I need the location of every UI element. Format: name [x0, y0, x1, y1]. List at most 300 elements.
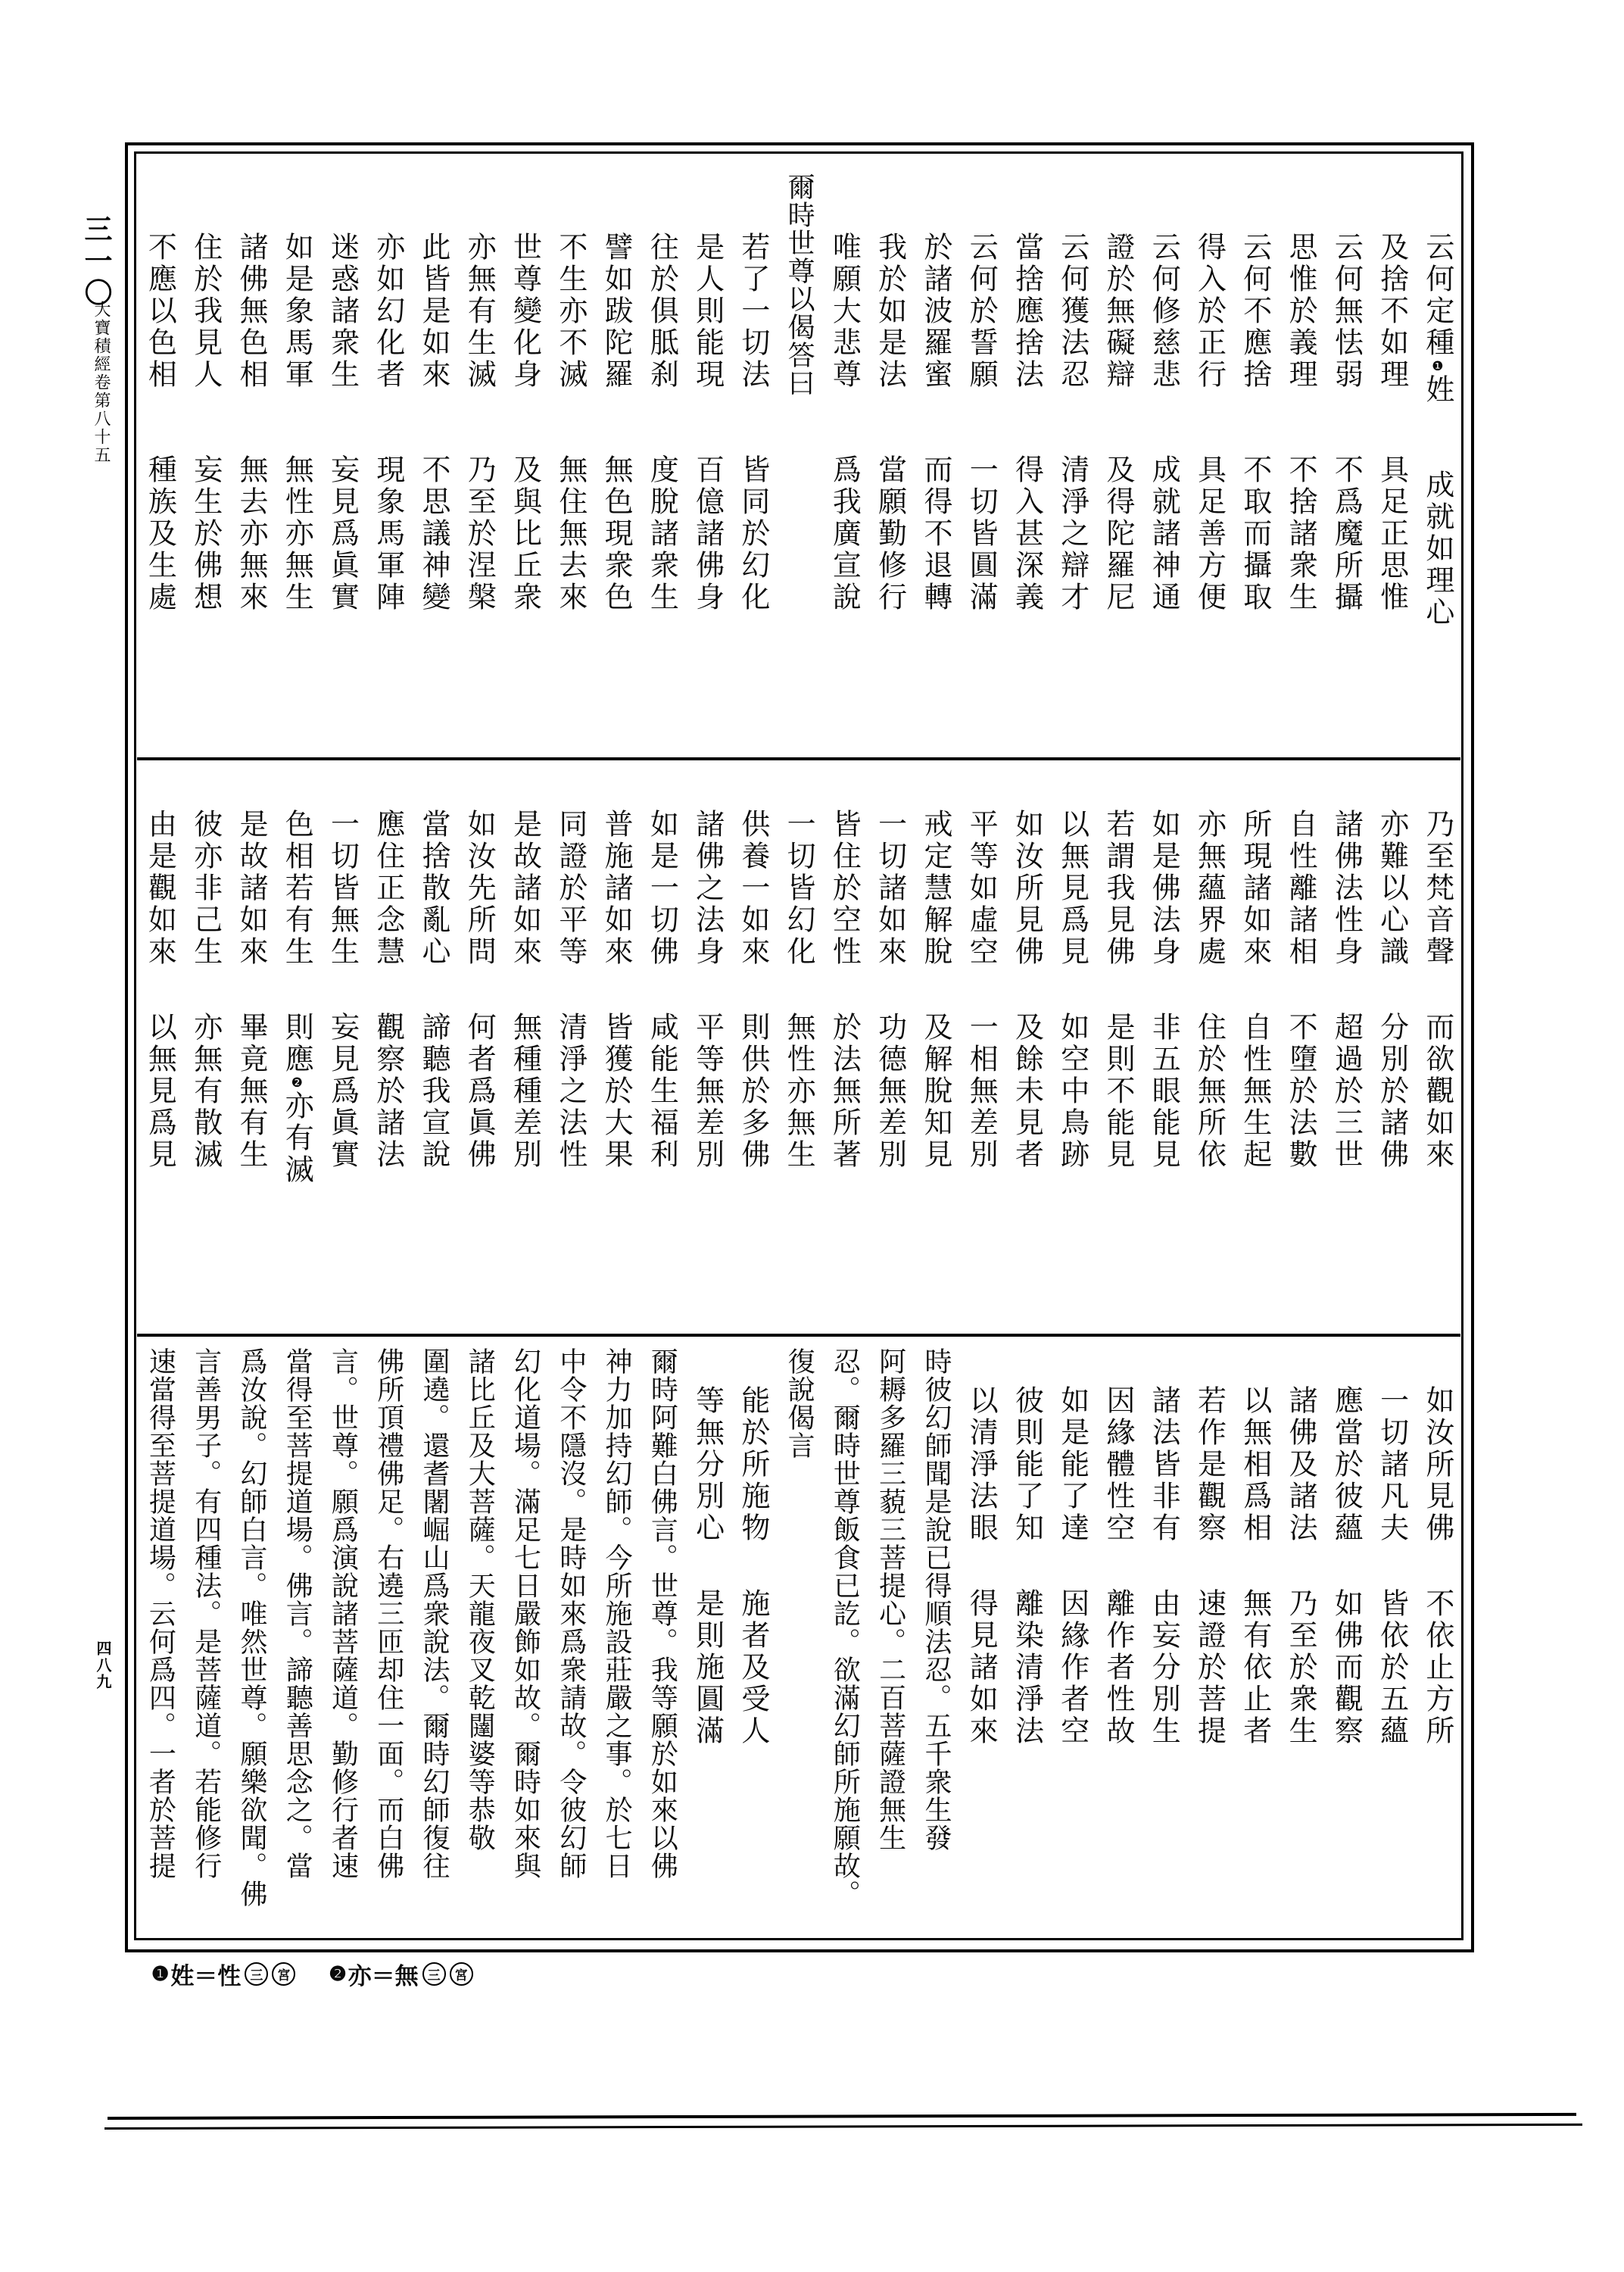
verse-column	[1420, 154, 1454, 629]
text-column	[868, 760, 913, 1334]
verse-pada: 唯願大悲尊	[828, 232, 862, 391]
verse-pada: 是故諸如來	[508, 809, 542, 968]
verse-pada: 皆同於幻化	[736, 454, 770, 613]
verse-column	[463, 760, 497, 1171]
verse-pada: 則應❷亦有滅	[280, 1012, 314, 1186]
verse-column	[143, 760, 177, 1171]
text-column	[1415, 760, 1460, 1334]
verse-pada: 以清淨法眼	[965, 1385, 999, 1544]
verse-pada: 皆獲於大果	[600, 1012, 634, 1171]
verse-pada: 如是能了達	[1055, 1385, 1089, 1544]
text-column	[776, 760, 821, 1334]
text-column	[411, 154, 457, 757]
prose-column: 阿耨多羅三藐三菩提心。二百菩薩證無生	[874, 1347, 906, 1852]
verse-pada: 同證於平等	[553, 809, 588, 968]
verse-pada: 咸能生福利	[645, 1012, 679, 1171]
verse-column	[1238, 760, 1272, 1171]
verse-column	[508, 760, 542, 1171]
text-column	[959, 154, 1004, 757]
verse-column	[690, 760, 725, 1171]
text-column	[1096, 154, 1141, 757]
verse-pada: 諸法皆非有	[1147, 1385, 1181, 1544]
verse-column	[1055, 154, 1089, 613]
verse-column	[828, 760, 862, 1171]
verse-pada: 因緣作者空	[1055, 1588, 1089, 1747]
text-column	[183, 760, 229, 1334]
verse-pada: 所現諸如來	[1238, 809, 1272, 968]
verse-pada: 一切皆圓滿	[965, 454, 999, 613]
verse-pada: 爲我廣宣說	[828, 454, 862, 613]
text-column	[1323, 760, 1369, 1334]
text-column	[274, 760, 320, 1334]
verse-pada: 不應以色相	[143, 232, 177, 391]
witness-badge: 三	[422, 1962, 446, 1986]
verse-column	[1147, 1337, 1181, 1747]
collation-entry	[151, 1957, 295, 1991]
verse-pada: 不生亦不滅	[553, 232, 588, 391]
verse-column	[280, 760, 314, 1186]
verse-pada: 皆住於空性	[828, 809, 862, 968]
prose-column: 圍遶。還耆闍崛山爲衆說法。爾時幻師復往	[419, 1347, 450, 1880]
verse-column	[1010, 1337, 1044, 1747]
verse-pada: 諸佛及諸法	[1284, 1385, 1318, 1544]
verse-column	[965, 1337, 999, 1747]
verse-column	[553, 154, 588, 613]
verse-pada: 無性亦無生	[782, 1012, 816, 1171]
verse-column	[1284, 760, 1318, 1171]
verse-pada: 證於無礙辯	[1102, 232, 1135, 391]
verse-pada: 妄見爲眞實	[326, 1012, 360, 1171]
prose-column: 幻化道場。滿足七日嚴飾如故。爾時如來與	[510, 1347, 541, 1880]
verse-column	[234, 760, 268, 1171]
verse-pada: 若作是觀察	[1192, 1385, 1227, 1544]
verse-pada: 得入甚深義	[1010, 454, 1044, 613]
text-column	[776, 154, 821, 757]
verse-pada: 是則不能見	[1102, 1012, 1135, 1171]
verse-pada: 是故諸如來	[234, 809, 268, 968]
verse-pada: 諸佛之法身	[690, 809, 725, 968]
text-column	[1096, 1337, 1141, 1937]
register-upper	[137, 154, 1460, 757]
text-column	[1004, 760, 1049, 1334]
verse-pada: 分別於諸佛	[1375, 1012, 1409, 1171]
text-column	[320, 760, 365, 1334]
verse-pada: 及餘未見者	[1010, 1012, 1044, 1171]
verse-pada: 自性離諸相	[1284, 809, 1318, 968]
verse-pada: 亦如幻化者	[371, 232, 405, 391]
verse-pada: 能於所施物	[736, 1385, 770, 1544]
verse-pada: 由是觀如來	[143, 809, 177, 968]
verse-pada: 世尊變化身	[508, 232, 542, 391]
verse-pada: 如是一切佛	[645, 809, 679, 968]
verse-pada: 及捨不如理	[1375, 232, 1409, 391]
verse-pada: 諸佛無色相	[234, 232, 268, 391]
text-column	[1233, 760, 1278, 1334]
verse-column	[873, 154, 907, 613]
verse-pada: 不取而攝取	[1238, 454, 1272, 613]
verse-column	[645, 760, 679, 1171]
verse-pada: 於法無所著	[828, 1012, 862, 1171]
verse-pada: 無性亦無生	[280, 454, 314, 613]
verse-pada: 云何獲法忍	[1055, 232, 1089, 391]
text-column	[1096, 760, 1141, 1334]
verse-pada: 無住無去來	[553, 454, 588, 613]
verse-pada: 平等如虛空	[965, 809, 999, 968]
text-column	[776, 1337, 821, 1937]
footnote-marker: ❶	[151, 1962, 170, 1986]
verse-pada: 云何定種❶姓	[1420, 232, 1454, 406]
verse-pada: 若了一切法	[736, 232, 770, 391]
text-column	[502, 760, 547, 1334]
verse-pada: 亦無蘊界處	[1192, 809, 1227, 968]
verse-pada: 乃至梵音聲	[1420, 809, 1454, 968]
collation-notes	[151, 1957, 473, 1991]
verse-pada: 妄生於佛想	[189, 454, 223, 613]
prose-column: 速當得至菩提道場。云何爲四。一者於菩提	[145, 1347, 176, 1880]
verse-column	[1147, 154, 1181, 613]
verse-column	[1375, 760, 1409, 1171]
verse-pada: 普施諸如來	[600, 809, 634, 968]
text-column	[183, 1337, 229, 1937]
verse-column	[736, 760, 770, 1171]
verse-pada: 當願勤修行	[873, 454, 907, 613]
verse-column	[417, 760, 451, 1171]
text-column	[411, 760, 457, 1334]
verse-column	[736, 154, 770, 613]
verse-pada: 一切皆無生	[326, 809, 360, 968]
collation-text: 姓＝性	[170, 1963, 242, 1990]
text-column	[959, 1337, 1004, 1937]
text-column	[684, 760, 730, 1334]
verse-column	[326, 154, 360, 613]
verse-pada: 迷惑諸衆生	[326, 232, 360, 391]
verse-column	[189, 154, 223, 613]
text-column	[502, 154, 547, 757]
verse-column	[1104, 760, 1133, 1171]
footnote-marker: ❷	[289, 1075, 305, 1091]
verse-pada: 平等無差別	[690, 1012, 725, 1171]
text-column	[457, 1337, 502, 1937]
text-column	[411, 1337, 457, 1937]
verse-pada: 一切諸凡夫	[1375, 1385, 1409, 1544]
text-column	[320, 1337, 365, 1937]
verse-column	[1329, 154, 1364, 613]
scan-artifact-line	[104, 2124, 1582, 2130]
prose-column: 中令不隱沒。是時如來爲衆請故。令彼幻師	[555, 1347, 587, 1880]
verse-column	[690, 154, 725, 613]
footnote-marker: ❷	[329, 1962, 347, 1986]
text-column	[639, 1337, 684, 1937]
text-column	[684, 154, 730, 757]
text-column	[457, 760, 502, 1334]
text-column	[1141, 760, 1186, 1334]
witness-badge: 宮	[450, 1962, 473, 1986]
text-column	[594, 760, 639, 1334]
volume-title: 大寶積經卷第八十五	[92, 301, 111, 464]
verse-column	[1192, 1337, 1227, 1747]
verse-column	[463, 154, 497, 613]
text-column	[1004, 1337, 1049, 1937]
verse-column	[918, 154, 952, 613]
verse-pada: 無有依止者	[1238, 1588, 1272, 1747]
verse-pada: 由妄分別生	[1147, 1588, 1181, 1747]
text-column	[229, 760, 274, 1334]
scan-artifact-line	[108, 2113, 1576, 2120]
verse-column	[371, 760, 405, 1171]
verse-pada: 等無分別心	[690, 1385, 725, 1544]
verse-column	[1055, 760, 1089, 1171]
verse-pada: 何者爲眞佛	[463, 1012, 497, 1171]
text-column	[1141, 1337, 1186, 1937]
text-column	[1415, 1337, 1460, 1937]
verse-pada: 及與比丘衆	[508, 454, 542, 613]
verse-column	[782, 760, 816, 1171]
verse-pada: 超過於三世	[1329, 1012, 1364, 1171]
collation-entry	[329, 1957, 472, 1991]
text-column	[366, 1337, 411, 1937]
verse-pada: 是人則能現	[690, 232, 725, 391]
verse-pada: 畢竟無有生	[234, 1012, 268, 1171]
text-column	[731, 1337, 776, 1937]
verse-pada: 諦聽我宣說	[417, 1012, 451, 1171]
prose-column: 佛所頂禮佛足。右遶三匝却住一面。而白佛	[372, 1347, 404, 1880]
verse-pada: 而得不退轉	[918, 454, 952, 613]
verse-pada: 妄見爲眞實	[326, 454, 360, 613]
verse-pada: 不思議神變	[417, 454, 451, 613]
verse-pada: 往於俱胝刹	[645, 232, 679, 391]
text-column	[1186, 1337, 1232, 1937]
text-column	[868, 1337, 913, 1937]
prose-column: 當得至菩提道場。佛言。諦聽善思念之。當	[282, 1347, 313, 1880]
verse-pada: 觀察於諸法	[371, 1012, 405, 1171]
verse-pada: 清淨之法性	[553, 1012, 588, 1171]
verse-pada: 戒定慧解脫	[918, 809, 952, 968]
verse-pada: 亦難以心識	[1375, 809, 1409, 968]
verse-pada: 以無相爲相	[1238, 1385, 1272, 1544]
verse-pada: 皆依於五蘊	[1375, 1588, 1409, 1747]
verse-column	[553, 760, 588, 1171]
prose-column: 時彼幻師聞是說已得順法忍。五千衆生發	[920, 1347, 952, 1852]
verse-pada: 成就如理心	[1420, 470, 1454, 629]
text-column	[137, 760, 182, 1334]
verse-column	[1329, 760, 1364, 1171]
text-column	[868, 154, 913, 757]
verse-pada: 住於我見人	[189, 232, 223, 391]
verse-pada: 如是象馬軍	[280, 232, 314, 391]
verse-pada: 亦無有生滅	[463, 232, 497, 391]
verse-column	[1238, 154, 1272, 613]
verse-pada: 清淨之辯才	[1055, 454, 1089, 613]
verse-pada: 云何無怯弱	[1329, 232, 1364, 391]
verse-pada: 具足正思惟	[1375, 454, 1409, 613]
canon-page-number: 四八九	[94, 1640, 112, 1690]
text-column	[229, 1337, 274, 1937]
text-column	[1050, 760, 1096, 1334]
text-column	[913, 1337, 959, 1937]
folio-number-top: 三一〇	[79, 214, 113, 310]
verse-column	[234, 154, 268, 613]
verse-pada: 供養一如來	[736, 809, 770, 968]
text-column	[594, 154, 639, 757]
prose-column: 忍。爾時世尊飯食已訖。欲滿幻師所施願故。	[829, 1347, 861, 1908]
verse-pada: 而欲觀如來	[1420, 1012, 1454, 1171]
verse-pada: 住於無所依	[1192, 1012, 1227, 1171]
verse-pada: 功德無差別	[873, 1012, 907, 1171]
prose-column: 爲汝說。幻師白言。唯然世尊。願樂欲聞。佛	[235, 1347, 267, 1908]
verse-column	[965, 760, 999, 1171]
verse-pada: 不爲魔所攝	[1329, 454, 1364, 613]
verse-column	[1329, 1337, 1364, 1747]
verse-pada: 種族及生處	[143, 454, 177, 613]
text-column	[229, 154, 274, 757]
verse-pada: 不墮於法數	[1284, 1012, 1318, 1171]
text-column	[1141, 154, 1186, 757]
text-column	[731, 760, 776, 1334]
verse-pada: 自性無生起	[1238, 1012, 1272, 1171]
verse-pada: 以無見爲見	[143, 1012, 177, 1171]
verse-column	[1284, 1337, 1318, 1747]
verse-pada: 得入於正行	[1192, 232, 1227, 391]
verse-pada: 云何於誓願	[965, 232, 999, 391]
verse-column	[1375, 1337, 1409, 1747]
prose-column: 復說偈言	[784, 1347, 815, 1459]
text-column	[137, 154, 182, 757]
verse-column	[1147, 760, 1181, 1171]
verse-pada: 一切皆幻化	[782, 809, 816, 968]
verse-pada: 思惟於義理	[1284, 232, 1318, 391]
verse-column	[1238, 1337, 1272, 1747]
verse-pada: 不依止方所	[1420, 1588, 1454, 1747]
text-column	[366, 760, 411, 1334]
verse-pada: 是則施圓滿	[690, 1588, 725, 1747]
verse-pada: 如佛而觀察	[1329, 1588, 1364, 1747]
verse-column	[1104, 154, 1133, 613]
text-column	[1369, 760, 1414, 1334]
verse-column	[1420, 1337, 1454, 1747]
witness-badge: 宮	[272, 1962, 295, 1986]
verse-column	[600, 154, 634, 613]
verse-pada: 如汝先所問	[463, 809, 497, 968]
verse-pada: 色相若有生	[280, 809, 314, 968]
text-column	[1233, 154, 1278, 757]
text-column	[274, 1337, 320, 1937]
text-column	[457, 154, 502, 757]
text-column	[320, 154, 365, 757]
text-column	[274, 154, 320, 757]
verse-pada: 此皆是如來	[417, 232, 451, 391]
prose-column: 諸比丘及大菩薩。天龍夜叉乾闥婆等恭敬	[464, 1347, 496, 1852]
text-column	[366, 154, 411, 757]
verse-pada: 速證於菩提	[1192, 1588, 1227, 1747]
verse-pada: 現象馬軍陣	[371, 454, 405, 613]
verse-column	[645, 154, 679, 613]
text-column	[1323, 154, 1369, 757]
verse-column	[1055, 1337, 1089, 1747]
text-column	[639, 154, 684, 757]
prose-column: 爾時世尊以偈答曰	[784, 173, 815, 397]
text-column	[1233, 1337, 1278, 1937]
verse-pada: 應當於彼蘊	[1329, 1385, 1364, 1544]
text-column	[821, 1337, 867, 1937]
verse-column	[280, 154, 314, 613]
text-column	[1278, 154, 1323, 757]
verse-column	[371, 154, 405, 613]
text-column	[1369, 154, 1414, 757]
verse-column	[690, 1337, 725, 1747]
verse-pada: 一切諸如來	[873, 809, 907, 968]
verse-column	[417, 154, 451, 613]
verse-pada: 度脫諸衆生	[645, 454, 679, 613]
verse-column	[143, 154, 177, 613]
verse-pada: 及解脫知見	[918, 1012, 952, 1171]
verse-pada: 譬如跋陀羅	[600, 232, 634, 391]
verse-column	[1010, 760, 1044, 1171]
text-column	[821, 154, 867, 757]
verse-pada: 彼亦非己生	[189, 809, 223, 968]
text-block	[137, 154, 1460, 1937]
verse-pada: 我於如是法	[873, 232, 907, 391]
verse-column	[1192, 154, 1227, 613]
verse-pada: 無種種差別	[508, 1012, 542, 1171]
verse-pada: 具足善方便	[1192, 454, 1227, 613]
text-column	[183, 154, 229, 757]
footnote-marker: ❶	[1429, 359, 1445, 374]
text-column	[502, 1337, 547, 1937]
verse-column	[1010, 154, 1044, 613]
witness-badge: 三	[245, 1962, 268, 1986]
prose-column: 爾時阿難白佛言。世尊。我等願於如來以佛	[647, 1347, 678, 1880]
verse-pada: 如汝所見佛	[1420, 1385, 1454, 1544]
text-column	[821, 760, 867, 1334]
text-column	[959, 760, 1004, 1334]
verse-pada: 及得陀羅尼	[1102, 454, 1135, 613]
text-column	[731, 154, 776, 757]
verse-pada: 成就諸神通	[1147, 454, 1181, 613]
text-column	[1278, 760, 1323, 1334]
prose-column: 言善男子。有四種法。是菩薩道。若能修行	[190, 1347, 222, 1880]
verse-column	[1104, 1337, 1133, 1747]
text-column	[137, 1337, 182, 1937]
text-column	[913, 760, 959, 1334]
text-column	[684, 1337, 730, 1937]
verse-pada: 非五眼能見	[1147, 1012, 1181, 1171]
text-column	[548, 760, 594, 1334]
verse-pada: 當捨應捨法	[1010, 232, 1044, 391]
verse-pada: 離染清淨法	[1010, 1588, 1044, 1747]
register-lower	[137, 1337, 1460, 1937]
text-column	[1050, 154, 1096, 757]
collation-text: 亦＝無	[348, 1963, 419, 1990]
text-column	[1050, 1337, 1096, 1937]
verse-pada: 若謂我見佛	[1102, 809, 1135, 968]
verse-column	[600, 760, 634, 1171]
verse-pada: 離作者性故	[1102, 1588, 1135, 1747]
verse-pada: 施者及受人	[736, 1588, 770, 1747]
verse-pada: 乃至於涅槃	[463, 454, 497, 613]
prose-column: 神力加持幻師。今所施設莊嚴之事。於七日	[601, 1347, 633, 1880]
verse-column	[736, 1337, 770, 1747]
text-column	[1004, 154, 1049, 757]
text-column	[1369, 1337, 1414, 1937]
verse-pada: 云何修慈悲	[1147, 232, 1181, 391]
text-column	[1186, 154, 1232, 757]
text-column	[1323, 1337, 1369, 1937]
verse-pada: 一相無差別	[965, 1012, 999, 1171]
verse-pada: 當捨散亂心	[417, 809, 451, 968]
verse-column	[873, 760, 907, 1171]
verse-pada: 百億諸佛身	[690, 454, 725, 613]
verse-column	[1192, 760, 1227, 1171]
